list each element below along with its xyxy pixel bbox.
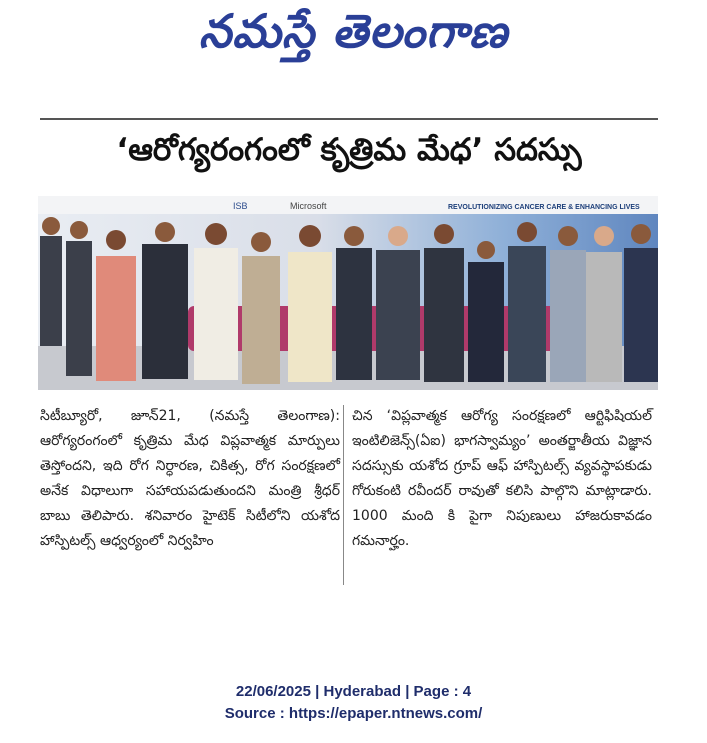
- banner-logo-text: Microsoft: [290, 201, 327, 211]
- event-photo: [38, 196, 658, 390]
- article-column-1: సిటీబ్యూరో, జూన్21, (నమస్తే తెలంగాణ): ఆరోగ్యరంగంలో కృత్రిమ మేధ విప్లవాత్మక మార్పులు తెస్తోందని, ఇది రోగ నిర్ధారణ, చికిత్స, రోగ సంరక్షణలో అనేక విధాలుగా సహాయపడుతుందని మంత్రి శ్రీధర్ బాబు తెలిపారు. శనివారం హైటెక్ సిటీలోని యశోద హాస్పిటల్స్ ఆధ్వర్యంలో నిర్వహిం: [40, 408, 340, 549]
- banner-slogan-text: REVOLUTIONIZING CANCER CARE & ENHANCING LIVES: [448, 204, 640, 211]
- page-footer: [0, 681, 707, 725]
- column-divider: [343, 405, 344, 585]
- article-column-2: చిన ‘విప్లవాత్మక ఆరోగ్య సంరక్షణలో ఆర్టిఫిషియల్ ఇంటిలిజెన్స్(ఏఐ) భాగస్వామ్యం’ అంతర్జాతీయ విజ్ఞాన సదస్సుకు యశోద గ్రూప్ ఆఫ్ హాస్పిటల్స్ వ్యవస్థాపకుడు గోరుకంటి రవీందర్ రావుతో కలిసి పాల్గొని మాట్లాడారు. 1000 మంది కి పైగా నిపుణులు హాజరుకావడం గమనార్హం.: [352, 408, 652, 549]
- masthead-title: నమస్తే తెలంగాణ: [198, 4, 509, 58]
- banner-left-text: ISB: [233, 201, 248, 211]
- article-headline: ‘ఆరోగ్యరంగంలో కృత్రిమ మేధ’ సదస్సు: [116, 132, 582, 168]
- footer-date-line: 22/06/2025 | Hyderabad | Page : 4: [235, 683, 472, 700]
- event-photo-illustration: [38, 196, 658, 390]
- footer-source-line[interactable]: Source : https://epaper.ntnews.com/: [224, 705, 483, 722]
- header-divider: [40, 118, 658, 120]
- newspaper-masthead: [0, 0, 707, 74]
